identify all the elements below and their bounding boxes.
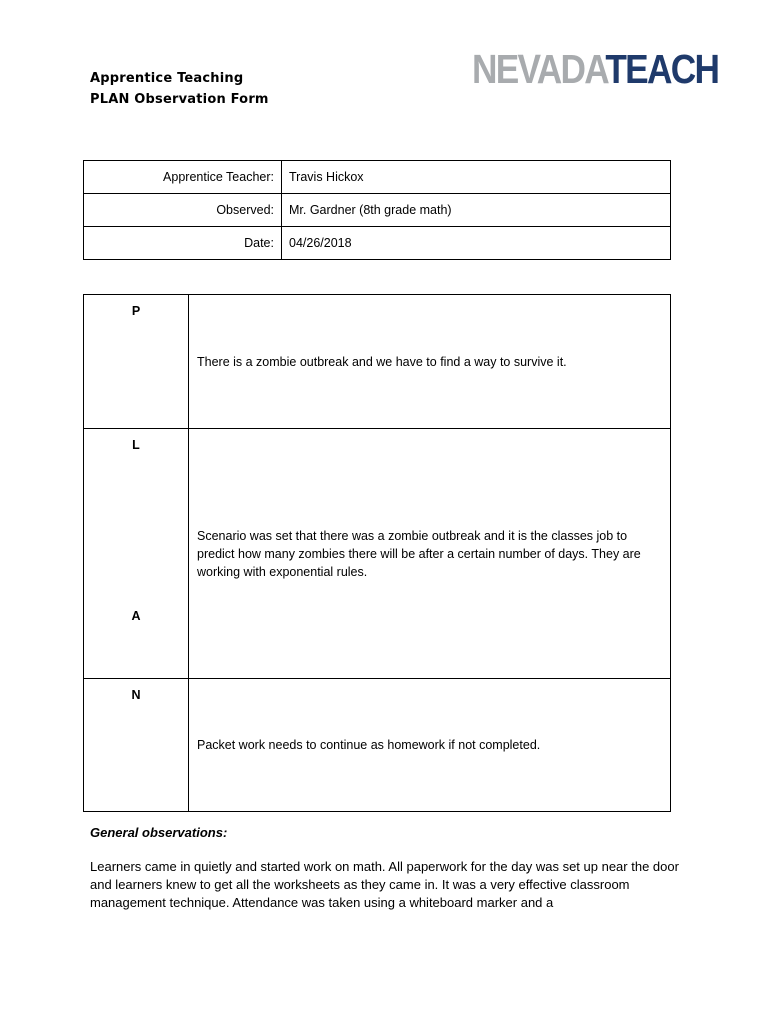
teacher-value: Travis Hickox [282, 161, 671, 194]
observed-value: Mr. Gardner (8th grade math) [282, 194, 671, 227]
plan-text-la: Scenario was set that there was a zombie outbreak and it is the classes job to predict how many zombies there will be after a certain number of days. They are working with exponential rules. [189, 429, 671, 679]
letter-n: N [131, 688, 141, 702]
plan-letter-cell-la [84, 429, 189, 679]
general-observations-text: Learners came in quietly and started work on math. All paperwork for the day was set up near the door and learners knew to get all the worksheets as they came in. It was a very effective classroom management technique. Attendance was taken using a whiteboard marker and a [90, 859, 679, 910]
plan-text-p: There is a zombie outbreak and we have to find a way to survive it. [189, 295, 671, 429]
plan-letter-cell-n [84, 679, 189, 812]
info-table [83, 160, 671, 260]
logo-teach-text: TEACH [605, 46, 719, 92]
observed-row [84, 194, 671, 227]
nevadateach-logo [472, 46, 718, 92]
date-value: 04/26/2018 [282, 227, 671, 260]
plan-table [83, 294, 671, 812]
form-title-line1: Apprentice Teaching [90, 71, 244, 86]
letter-l: L [132, 438, 140, 452]
observed-label: Observed: [84, 194, 282, 227]
plan-row-p [84, 295, 671, 429]
teacher-row [84, 161, 671, 194]
date-label: Date: [84, 227, 282, 260]
letter-p: P [131, 304, 141, 318]
form-title-line2: PLAN Observation Form [90, 92, 269, 107]
plan-letter-cell-p [84, 295, 189, 429]
plan-row-n [84, 679, 671, 812]
letter-a: A [131, 609, 141, 623]
plan-row-la [84, 429, 671, 679]
plan-text-n: Packet work needs to continue as homework if not completed. [189, 679, 671, 812]
logo-nevada-text: NEVADA [472, 46, 606, 92]
general-observations-heading: General observations: [90, 825, 228, 840]
teacher-label: Apprentice Teacher: [84, 161, 282, 194]
date-row [84, 227, 671, 260]
form-title [90, 68, 269, 110]
